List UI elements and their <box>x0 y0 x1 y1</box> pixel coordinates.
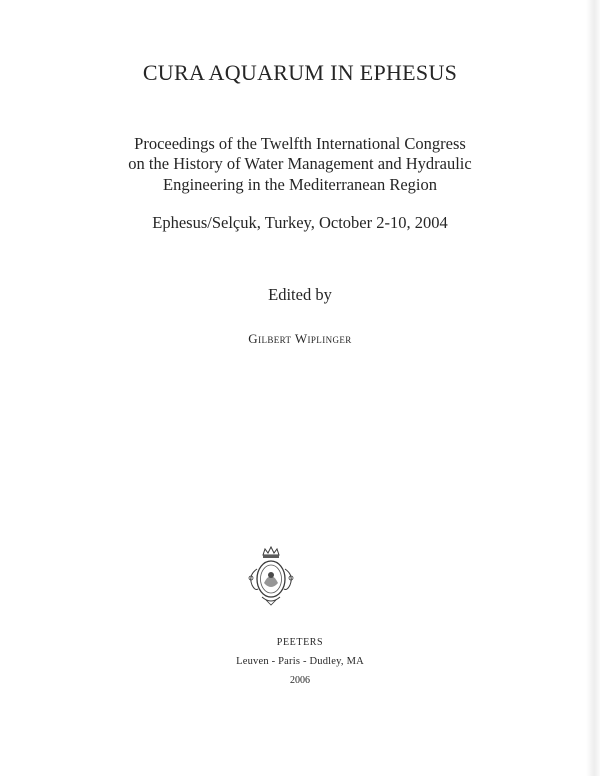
publisher-locations: Leuven - Paris - Dudley, MA <box>236 656 364 667</box>
subtitle-line-2: on the History of Water Management and Hydraulic <box>128 154 472 173</box>
book-title: CURA AQUARUM IN EPHESUS <box>142 60 458 85</box>
subtitle-line-1: Proceedings of the Twelfth International Congress <box>134 134 466 153</box>
editor-name: Gilbert Wiplinger <box>248 331 352 346</box>
publication-year: 2006 <box>290 675 310 686</box>
edited-by-label: Edited by <box>268 285 332 304</box>
location-date: Ephesus/Selçuk, Turkey, October 2-10, 2004 <box>152 213 448 232</box>
publisher-emblem-icon <box>242 545 300 607</box>
publisher-name: PEETERS <box>276 637 324 648</box>
subtitle-line-3: Engineering in the Mediterranean Region <box>163 175 437 194</box>
